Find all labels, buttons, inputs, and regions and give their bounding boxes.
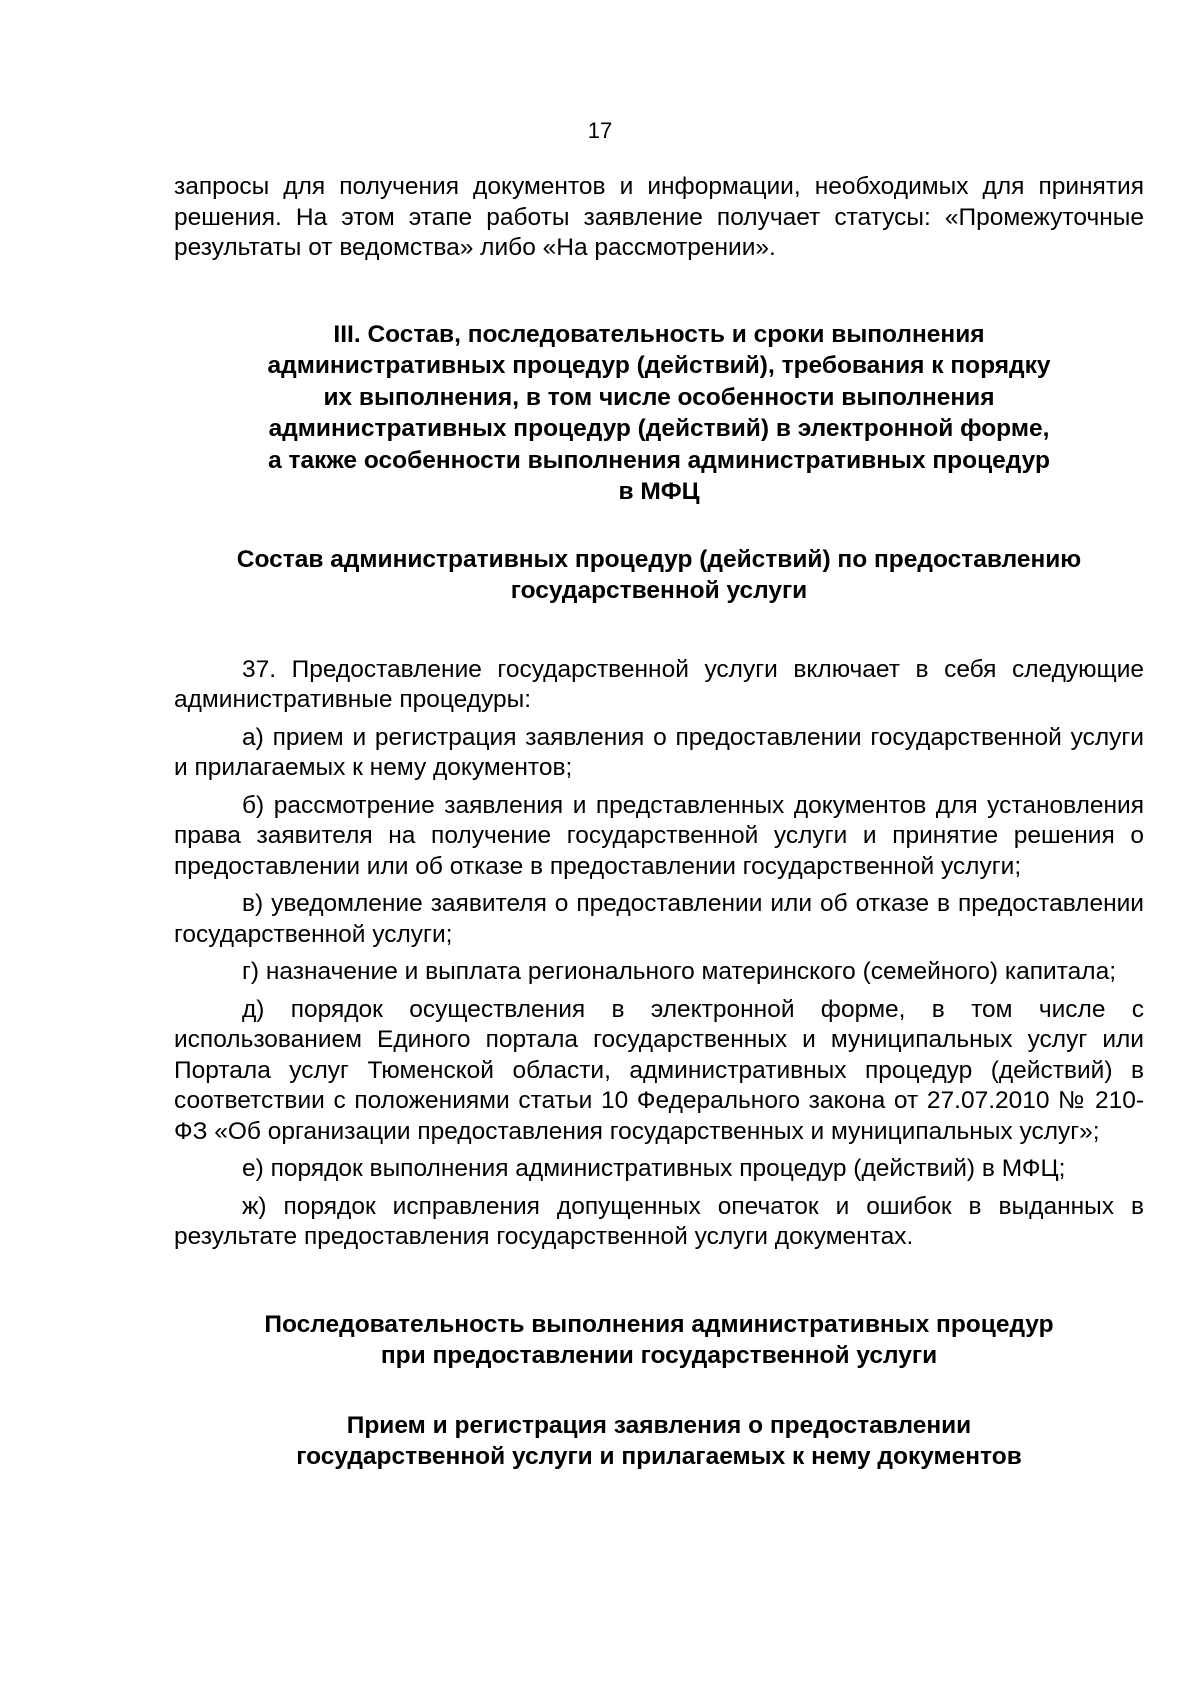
procedure-item-e: е) порядок выполнения административных процедур (действий) в МФЦ; xyxy=(242,1155,1066,1182)
procedure-item-a: а) прием и регистрация заявления о предоставлении государственной услуги и прилагаемых к нему документов; xyxy=(174,723,1144,781)
subheading-composition: Состав административных процедур (действий) по предоставлению государственной услуги xyxy=(236,545,1082,604)
procedure-item-g: г) назначение и выплата регионального материнского (семейного) капитала; xyxy=(242,958,1117,985)
page-number: 17 xyxy=(587,118,613,143)
procedure-item-d: д) порядок осуществления в электронной форме, в том числе с использованием Единого портала государственных и муниципальных услуг или Портала услуг Тюменской области, административных процедур (действий) в соответствии с положениями статьи 10 Федерального закона от 27.07.2010 № 210-ФЗ «Об организации предоставления государственных и муниципальных услуг»; xyxy=(174,995,1144,1145)
section-heading: III. Состав, последовательность и сроки выполнения административных процедур (действий), требования к порядку их выполнения, в том числе особенности выполнения административных процедур (действий) в электронной форме, а также особенности выполнения административных процедур в МФЦ xyxy=(267,320,1051,505)
procedures-list xyxy=(174,723,1144,1253)
subheading-sequence: Последовательность выполнения административных процедур при предоставлении государственной услуги xyxy=(264,1310,1054,1369)
procedure-item-zh: ж) порядок исправления допущенных опечаток и ошибок в выданных в результате предоставления государственной услуги документах. xyxy=(174,1192,1144,1250)
paragraph-37: 37. Предоставление государственной услуги включает в себя следующие административные процедуры: xyxy=(174,655,1144,713)
procedure-item-b: б) рассмотрение заявления и представленных документов для установления права заявителя на получение государственной услуги и принятие решения о предоставлении или об отказе в предоставлении государственной услуги; xyxy=(174,791,1144,880)
intro-paragraph: запросы для получения документов и информации, необходимых для принятия решения. На этом этапе работы заявление получает статусы: «Промежуточные результаты от ведомства» либо «На рассмотрении». xyxy=(174,173,1144,261)
procedure-item-v: в) уведомление заявителя о предоставлении или об отказе в предоставлении государственной услуги; xyxy=(174,890,1144,948)
subheading-reception: Прием и регистрация заявления о предоставлении государственной услуги и прилагаемых к нему документов xyxy=(296,1411,1022,1470)
document-body xyxy=(174,172,1144,1473)
